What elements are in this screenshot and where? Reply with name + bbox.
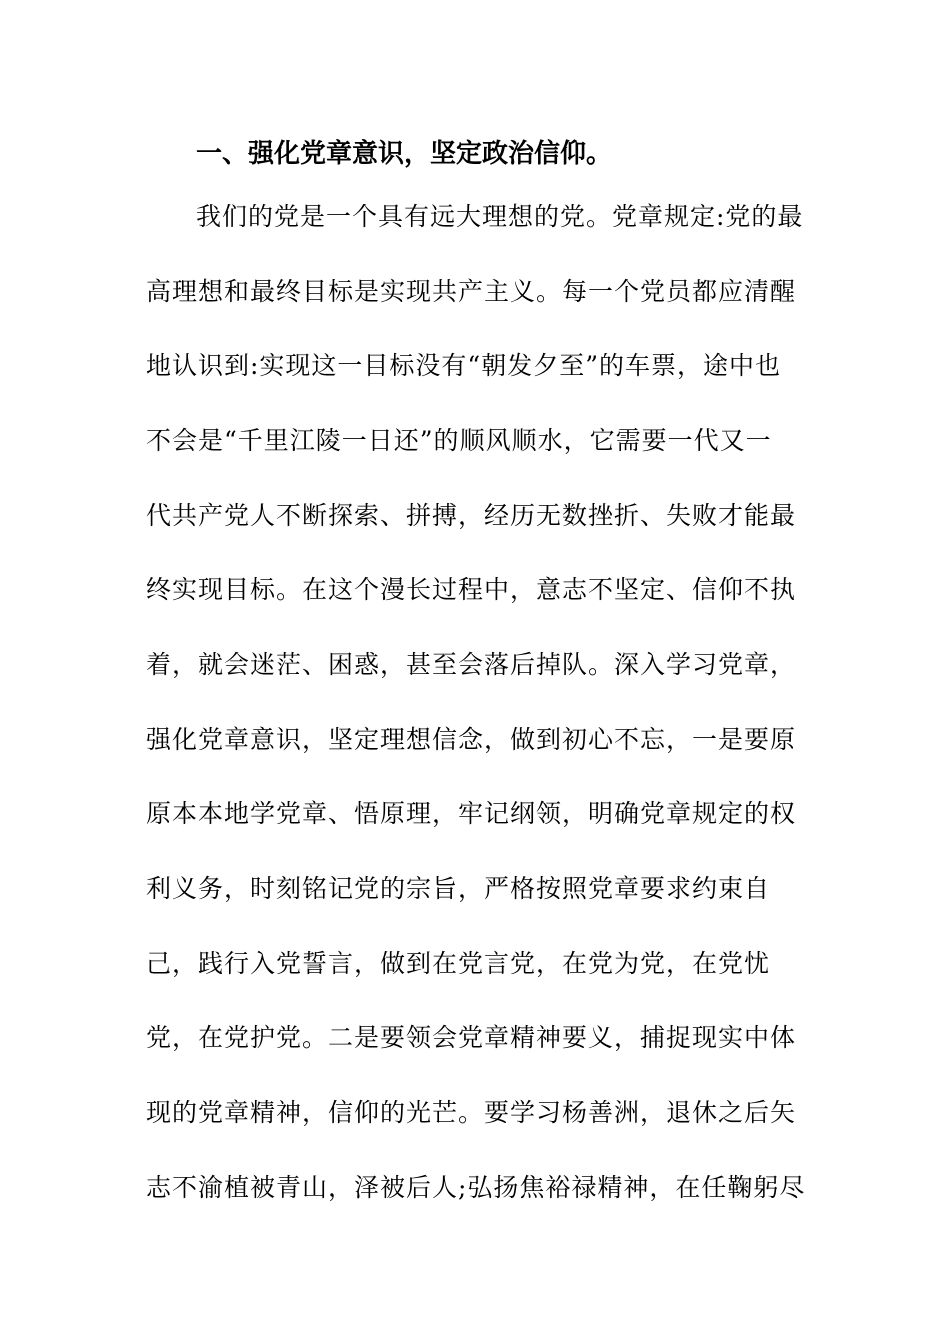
paragraph-line: 现的党章精神，信仰的光芒。要学习杨善洲，退休之后矢	[146, 1098, 797, 1127]
paragraph-line: 志不渝植被青山，泽被后人;弘扬焦裕禄精神，在任鞠躬尽	[146, 1173, 806, 1202]
paragraph-line: 我们的党是一个具有远大理想的党。党章规定:党的最	[196, 202, 804, 231]
paragraph-line: 党，在党护党。二是要领会党章精神要义，捕捉现实中体	[146, 1023, 797, 1052]
section-heading: 一、强化党章意识，坚定政治信仰。	[196, 139, 613, 169]
paragraph-line: 原本本地学党章、悟原理，牢记纲领，明确党章规定的权	[146, 799, 797, 828]
paragraph-line: 强化党章意识，坚定理想信念，做到初心不忘，一是要原	[146, 725, 797, 754]
paragraph-line: 高理想和最终目标是实现共产主义。每一个党员都应清醒	[146, 277, 797, 306]
paragraph-line: 代共产党人不断探索、拼搏，经历无数挫折、失败才能最	[146, 501, 797, 530]
paragraph-line: 终实现目标。在这个漫长过程中，意志不坚定、信仰不执	[146, 575, 797, 604]
paragraph-line: 不会是“千里江陵一日还”的顺风顺水，它需要一代又一	[146, 426, 772, 455]
paragraph-line: 着，就会迷茫、困惑，甚至会落后掉队。深入学习党章，	[146, 650, 797, 679]
paragraph-line: 利义务，时刻铭记党的宗旨，严格按照党章要求约束自	[146, 874, 771, 903]
paragraph-line: 地认识到:实现这一目标没有“朝发夕至”的车票，途中也	[146, 351, 781, 380]
paragraph-line: 己，践行入党誓言，做到在党言党，在党为党，在党忧	[146, 949, 771, 978]
